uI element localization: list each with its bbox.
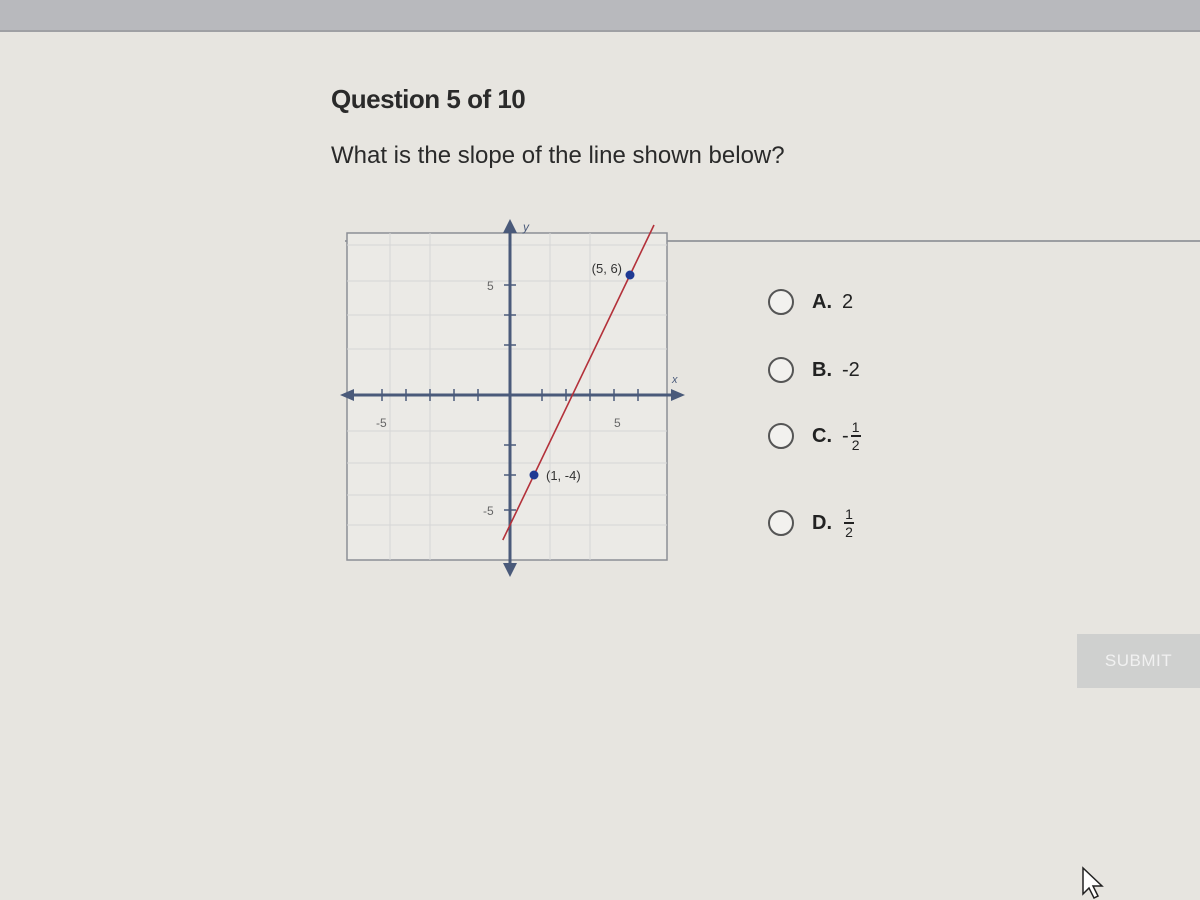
choice-c-numerator: 1	[851, 419, 860, 436]
choice-d-denominator: 2	[845, 523, 853, 540]
tick-label-y-pos: 5	[487, 279, 494, 293]
choice-b-value: -2	[842, 358, 860, 381]
question-number: Question 5 of 10	[331, 84, 526, 114]
choice-b[interactable]	[768, 350, 860, 390]
choice-d[interactable]	[768, 503, 854, 543]
radio-b[interactable]	[768, 357, 794, 383]
radio-a[interactable]	[768, 289, 794, 315]
choice-d-value	[842, 507, 854, 539]
top-bar	[0, 0, 1200, 32]
choice-d-letter: D.	[812, 511, 832, 534]
point-2-label: (1, -4)	[546, 468, 581, 483]
choice-b-letter: B.	[812, 358, 832, 381]
question-prompt: What is the slope of the line shown below?	[331, 142, 785, 169]
choice-d-fraction	[844, 507, 854, 539]
choice-a[interactable]	[768, 282, 853, 322]
tick-label-y-neg: -5	[483, 504, 494, 518]
x-axis-label: x	[672, 374, 678, 386]
choice-d-numerator: 1	[845, 506, 853, 523]
choice-c-fraction	[851, 420, 861, 452]
choice-c-letter: C.	[812, 424, 832, 447]
point-2	[530, 471, 539, 480]
line-graph	[340, 215, 685, 585]
radio-c[interactable]	[768, 423, 794, 449]
point-1-label: (5, 6)	[591, 261, 622, 276]
choice-a-value: 2	[842, 290, 854, 313]
tick-label-x-neg: -5	[376, 416, 387, 430]
point-1	[626, 271, 635, 280]
y-axis-label: y	[523, 220, 529, 234]
mouse-cursor-icon	[1080, 866, 1110, 900]
tick-label-x-pos: 5	[614, 416, 621, 430]
choice-c[interactable]	[768, 416, 861, 456]
choice-c-value	[842, 420, 861, 452]
choice-c-denominator: 2	[851, 436, 860, 453]
radio-d[interactable]	[768, 510, 794, 536]
choice-c-sign: -	[842, 424, 849, 447]
submit-button[interactable]: SUBMIT	[1077, 634, 1200, 688]
choice-a-letter: A.	[812, 290, 832, 313]
